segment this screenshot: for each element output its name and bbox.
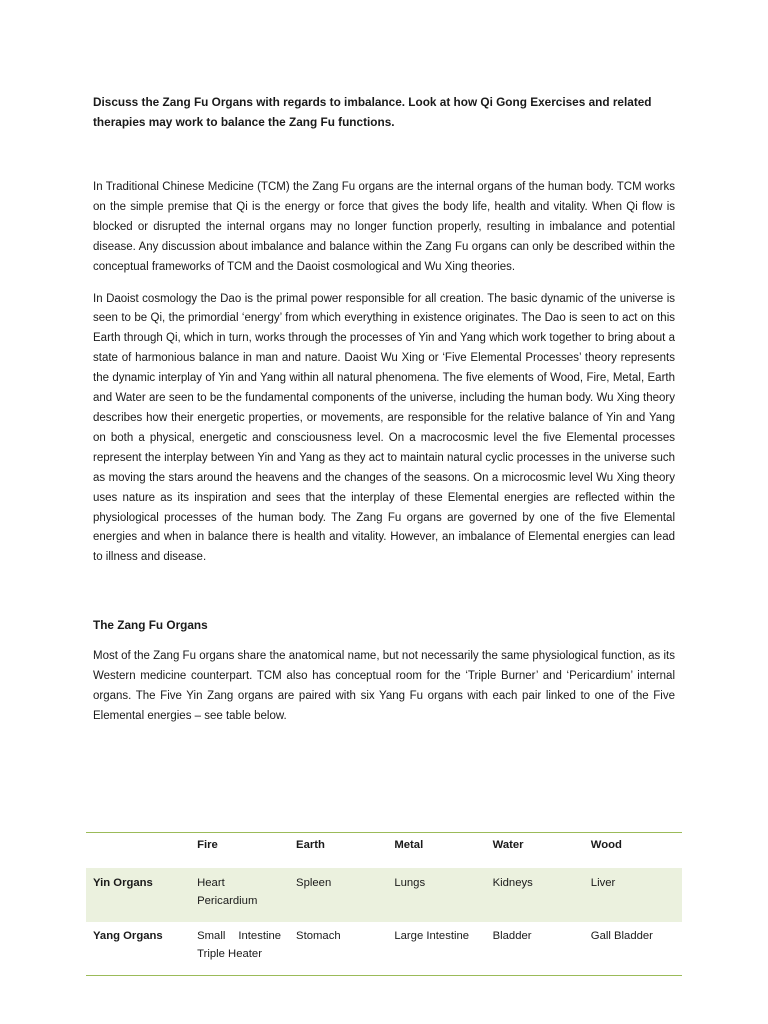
row-label-yang: Yang Organs	[93, 930, 163, 942]
cell-yang-fire-word2: Intestine	[238, 930, 282, 942]
paragraph-daoist-cosmology: In Daoist cosmology the Dao is the primal power responsible for all creation. The basic dynamic of the universe is seen to be Qi, the primordial ‘energy’ from which everything in existence originates. The Dao is seen to act on this Earth through Qi, which in turn, works through the processes of Yin and Yang which work together to bring about a state of harmonious balance in man and nature. Daoist Wu Xing or ‘Five Elemental Processes’ theory represents the dynamic interplay of Yin and Yang within all natural phenomena. The five elements of Wood, Fire, Metal, Earth and Water are seen to be the fundamental components of the universe, including the human body. Wu Xing theory describes how their energetic properties, or movements, are responsible for the relative balance of Yin and Yang on both a physical, energetic and consciousness level. On a macrocosmic level the five Elemental processes represent the interplay between Yin and Yang as they act to maintain natural cyclic processes in the universe such as moving the stars around the heavens and the changes of the seasons. On a microcosmic level Wu Xing theory uses nature as its inspiration and sees that the interplay of these Elemental energies are reflected within the physiological processes of the human body. The Zang Fu organs are governed by one of the five Elemental energies and when in balance there is health and vitality. However, an imbalance of Elemental energies can lead to illness and disease.	[93, 292, 675, 564]
cell-yang-fire-line2: Triple Heater	[197, 948, 262, 960]
table-row-yin	[86, 868, 682, 922]
cell-yang-fire-word1: Small	[197, 930, 226, 942]
cell-yang-fire-line1	[197, 927, 281, 945]
table-header-row	[86, 833, 682, 869]
cell-yang-fire	[190, 922, 289, 976]
paragraph-intro: In Traditional Chinese Medicine (TCM) the Zang Fu organs are the internal organs of the human body. TCM works on the simple premise that Qi is the energy or force that gives the body life, health and vitality. When Qi flow is blocked or disrupted the internal organs may no longer function properly, resulting in imbalance and potential disease. Any discussion about imbalance and balance within the Zang Fu organs can only be described within the conceptual frameworks of TCM and the Daoist cosmological and Wu Xing theories.	[93, 181, 675, 273]
cell-yin-fire	[190, 868, 289, 922]
cell-yang-wood: Gall Bladder	[590, 930, 653, 942]
header-water: Water	[492, 839, 524, 851]
header-metal: Metal	[394, 839, 424, 851]
cell-yang-water: Bladder	[492, 930, 532, 942]
cell-yang-metal: Large Intestine	[394, 930, 470, 942]
cell-yin-metal: Lungs	[387, 868, 485, 922]
section-heading: The Zang Fu Organs	[93, 618, 208, 633]
header-fire: Fire	[197, 839, 218, 851]
row-label-yin: Yin Organs	[86, 868, 190, 922]
cell-yin-water: Kidneys	[486, 868, 584, 922]
header-wood: Wood	[590, 839, 622, 851]
cell-yin-earth: Spleen	[289, 868, 387, 922]
header-empty-cell	[86, 833, 190, 869]
cell-yang-earth: Stomach	[296, 930, 341, 942]
header-earth: Earth	[296, 839, 325, 851]
organs-table	[86, 832, 682, 976]
cell-yin-fire-line2: Pericardium	[197, 895, 258, 907]
document-page	[93, 92, 675, 727]
essay-question: Discuss the Zang Fu Organs with regards to imbalance. Look at how Qi Gong Exercises and related therapies may work to balance the Zang Fu functions.	[93, 95, 652, 129]
table-row-yang	[86, 922, 682, 976]
cell-yin-wood: Liver	[584, 868, 682, 922]
cell-yin-fire-line1: Heart	[197, 877, 225, 889]
paragraph-zang-fu: Most of the Zang Fu organs share the anatomical name, but not necessarily the same physiological function, as its Western medicine counterpart. TCM also has conceptual room for the ‘Triple Burner’ and ‘Pericardium’ internal organs. The Five Yin Zang organs are paired with six Yang Fu organs with each pair linked to one of the Five Elemental energies – see table below.	[93, 650, 675, 722]
